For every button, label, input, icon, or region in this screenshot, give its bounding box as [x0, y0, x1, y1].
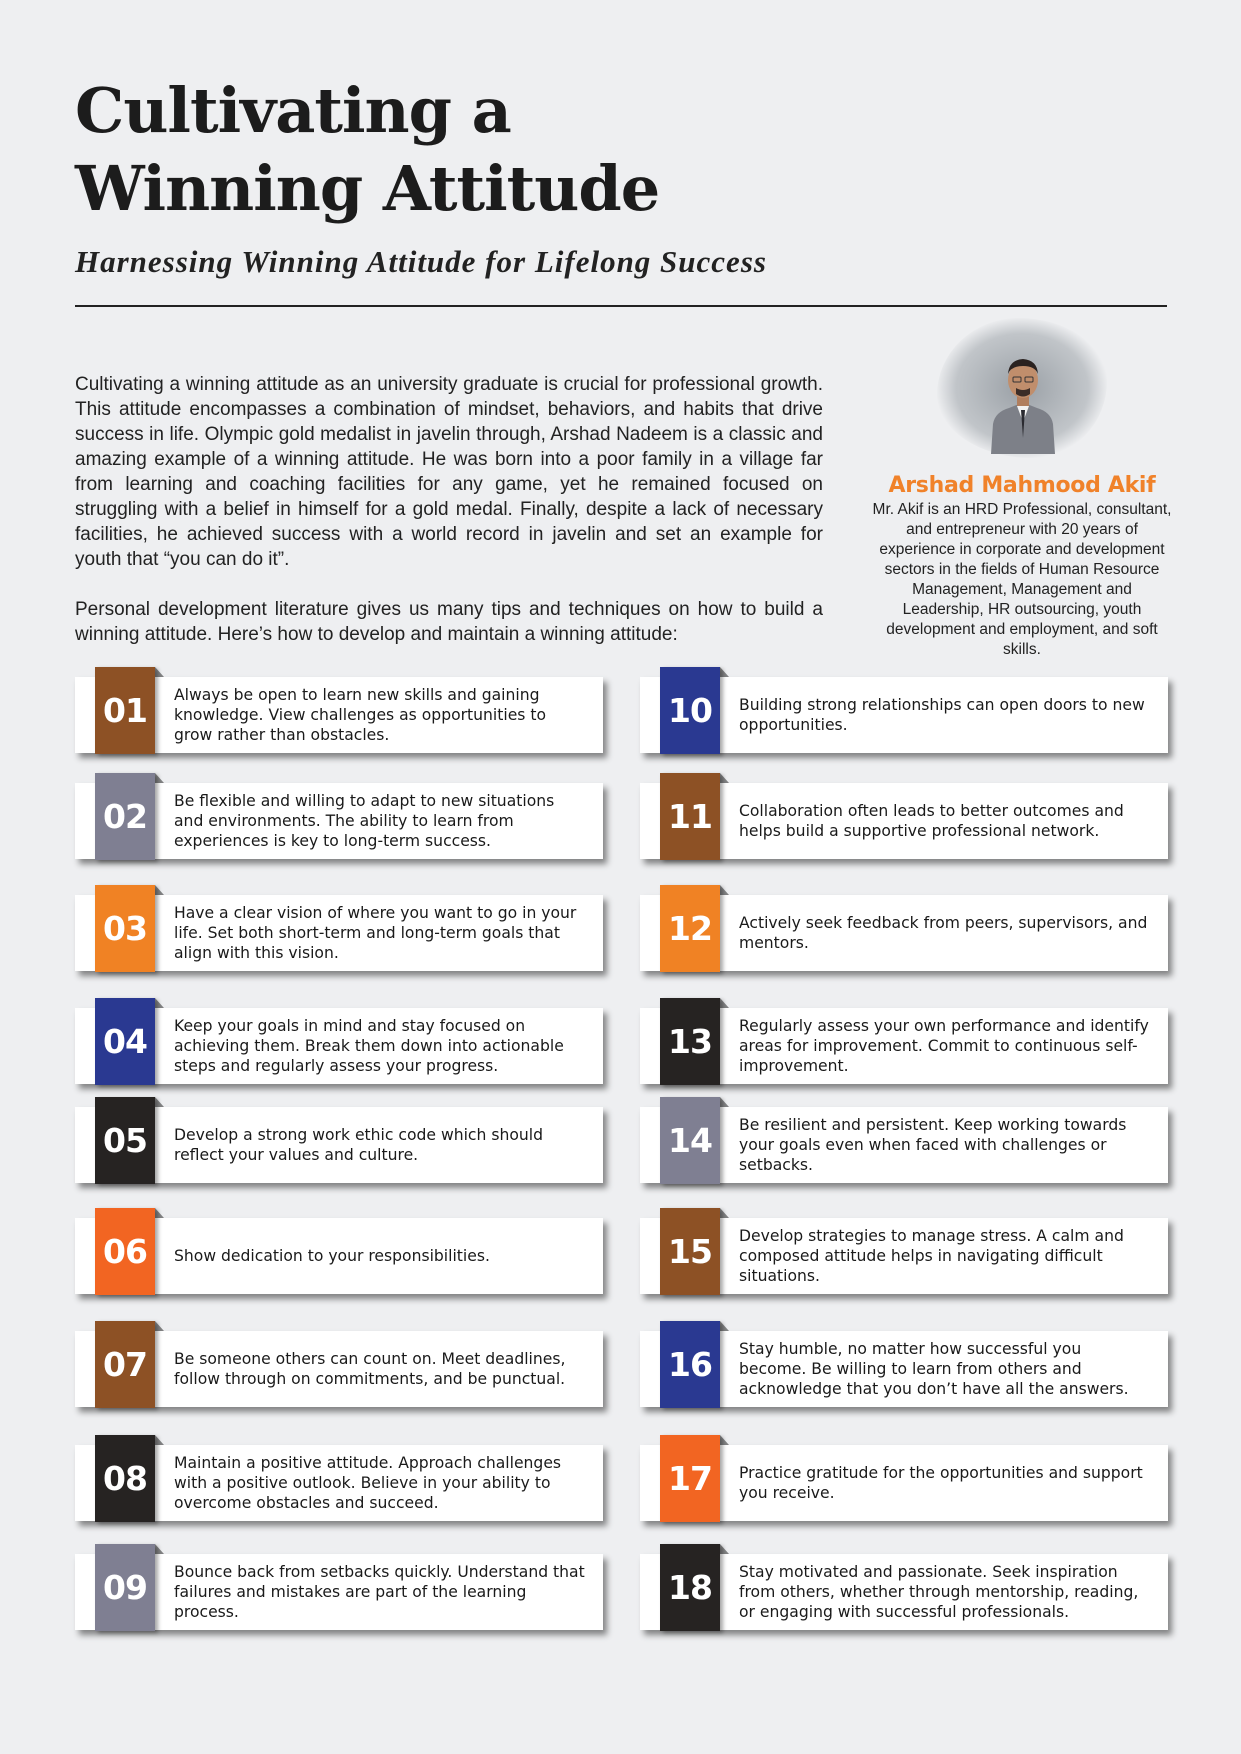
author-photo-frame	[937, 318, 1107, 463]
tip-text-content: Develop a strong work ethic code which should reflect your values and culture.	[174, 1126, 544, 1164]
tip-text	[739, 1445, 1152, 1521]
tip-text	[174, 1445, 587, 1521]
page-subtitle: Harnessing Winning Attitude for Lifelong Success	[75, 244, 767, 279]
tip-text-content: Bounce back from setbacks quickly. Understand that failures and mistakes are part of the learning process.	[174, 1563, 585, 1621]
tip-number-badge: 17	[660, 1435, 720, 1522]
tip-text	[739, 783, 1152, 859]
title-divider	[75, 305, 1167, 307]
tip-text-content: Practice gratitude for the opportunities and support you receive.	[739, 1464, 1143, 1502]
tip-card	[640, 895, 1168, 971]
tip-card	[75, 1008, 603, 1084]
tip-text-content: Be flexible and willing to adapt to new situations and environments. The ability to learn from experiences is key to long-term success.	[174, 792, 555, 850]
tip-number-badge: 07	[95, 1321, 155, 1408]
tip-number-badge: 01	[95, 667, 155, 754]
tip-text	[739, 1107, 1152, 1183]
tip-card	[75, 1107, 603, 1183]
tip-number-badge: 12	[660, 885, 720, 972]
tip-text	[739, 1331, 1152, 1407]
tip-number-badge: 18	[660, 1544, 720, 1631]
tip-number-badge: 02	[95, 773, 155, 860]
tip-card	[75, 1554, 603, 1630]
tip-text	[174, 1008, 587, 1084]
intro-paragraph: Personal development literature gives us many tips and techniques on how to build a winning attitude. Here’s how to develop and maintain a winning attitude:	[75, 599, 823, 645]
tip-text	[174, 895, 587, 971]
tip-text	[739, 1554, 1152, 1630]
tip-text	[174, 1218, 587, 1294]
author-box	[872, 318, 1172, 660]
tip-card	[75, 1218, 603, 1294]
tip-number-badge: 16	[660, 1321, 720, 1408]
tip-text	[739, 1008, 1152, 1084]
tip-text	[174, 1331, 587, 1407]
tip-text	[739, 895, 1152, 971]
tip-number-badge: 11	[660, 773, 720, 860]
tip-number-badge: 08	[95, 1435, 155, 1522]
tip-number-badge: 06	[95, 1208, 155, 1295]
tip-card	[75, 677, 603, 753]
tip-text-content: Actively seek feedback from peers, supervisors, and mentors.	[739, 914, 1148, 952]
author-name: Arshad Mahmood Akif	[888, 473, 1156, 498]
tip-text-content: Be someone others can count on. Meet deadlines, follow through on commitments, and be punctual.	[174, 1350, 566, 1388]
page-title: Cultivating a Winning Attitude	[75, 74, 660, 225]
tip-text	[739, 1218, 1152, 1294]
tip-card	[640, 1445, 1168, 1521]
tip-text	[174, 783, 587, 859]
tip-card	[75, 1445, 603, 1521]
tip-number-badge: 10	[660, 667, 720, 754]
tip-text	[174, 1554, 587, 1630]
tip-card	[75, 895, 603, 971]
tip-text-content: Keep your goals in mind and stay focused on achieving them. Break them down into actionable steps and regularly assess your progress.	[174, 1017, 564, 1075]
tip-text-content: Stay motivated and passionate. Seek inspiration from others, whether through mentorship, reading, or engaging with successful professionals.	[739, 1563, 1139, 1621]
tip-number-badge: 03	[95, 885, 155, 972]
tip-text-content: Be resilient and persistent. Keep working towards your goals even when faced with challenges or setbacks.	[739, 1116, 1127, 1174]
intro-paragraph: Cultivating a winning attitude as an university graduate is crucial for professional growth. This attitude encompasses a combination of mindset, behaviors, and habits that drive success in life. Olympic gold medalist in javelin through, Arshad Nadeem is a classic and amazing example of a winning attitude. He was born into a poor family in a village far from learning and coaching facilities for any game, yet he remained focused on struggling with a belief in himself for a gold medal. Finally, despite a lack of necessary facilities, he achieved success with a world record in javelin and set an example for youth that “you can do it”.	[75, 374, 823, 570]
author-photo	[987, 346, 1059, 454]
tip-card	[640, 1331, 1168, 1407]
author-bio: Mr. Akif is an HRD Professional, consultant, and entrepreneur with 20 years of experience in corporate and development sectors in the fields of Human Resource Management, Management and Leadership, HR outsourcing, youth development and employment, and soft skills.	[872, 501, 1172, 658]
tip-card	[640, 783, 1168, 859]
tip-card	[640, 677, 1168, 753]
tip-text	[739, 677, 1152, 753]
tip-card	[640, 1107, 1168, 1183]
tip-number-badge: 05	[95, 1097, 155, 1184]
tip-text-content: Develop strategies to manage stress. A calm and composed attitude helps in navigating difficult situations.	[739, 1227, 1124, 1285]
tip-number-badge: 14	[660, 1097, 720, 1184]
tip-text-content: Regularly assess your own performance and identify areas for improvement. Commit to continuous self-improvement.	[739, 1017, 1149, 1075]
tip-text-content: Collaboration often leads to better outcomes and helps build a supportive professional network.	[739, 802, 1124, 840]
tip-text	[174, 677, 587, 753]
tip-text	[174, 1107, 587, 1183]
intro-text	[75, 372, 823, 672]
tip-card	[640, 1554, 1168, 1630]
tip-text-content: Show dedication to your responsibilities.	[174, 1247, 490, 1265]
tip-card	[640, 1008, 1168, 1084]
tip-text-content: Maintain a positive attitude. Approach challenges with a positive outlook. Believe in your ability to overcome obstacles and succeed.	[174, 1454, 562, 1512]
tip-card	[75, 1331, 603, 1407]
tip-number-badge: 13	[660, 998, 720, 1085]
tip-number-badge: 09	[95, 1544, 155, 1631]
tip-card	[640, 1218, 1168, 1294]
tip-number-badge: 04	[95, 998, 155, 1085]
tip-card	[75, 783, 603, 859]
tip-text-content: Building strong relationships can open doors to new opportunities.	[739, 696, 1145, 734]
tip-text-content: Stay humble, no matter how successful you become. Be willing to learn from others and acknowledge that you don’t have all the answers.	[739, 1340, 1129, 1398]
tip-text-content: Have a clear vision of where you want to go in your life. Set both short-term and long-term goals that align with this vision.	[174, 904, 577, 962]
tip-text-content: Always be open to learn new skills and gaining knowledge. View challenges as opportunities to grow rather than obstacles.	[174, 686, 547, 744]
tip-number-badge: 15	[660, 1208, 720, 1295]
